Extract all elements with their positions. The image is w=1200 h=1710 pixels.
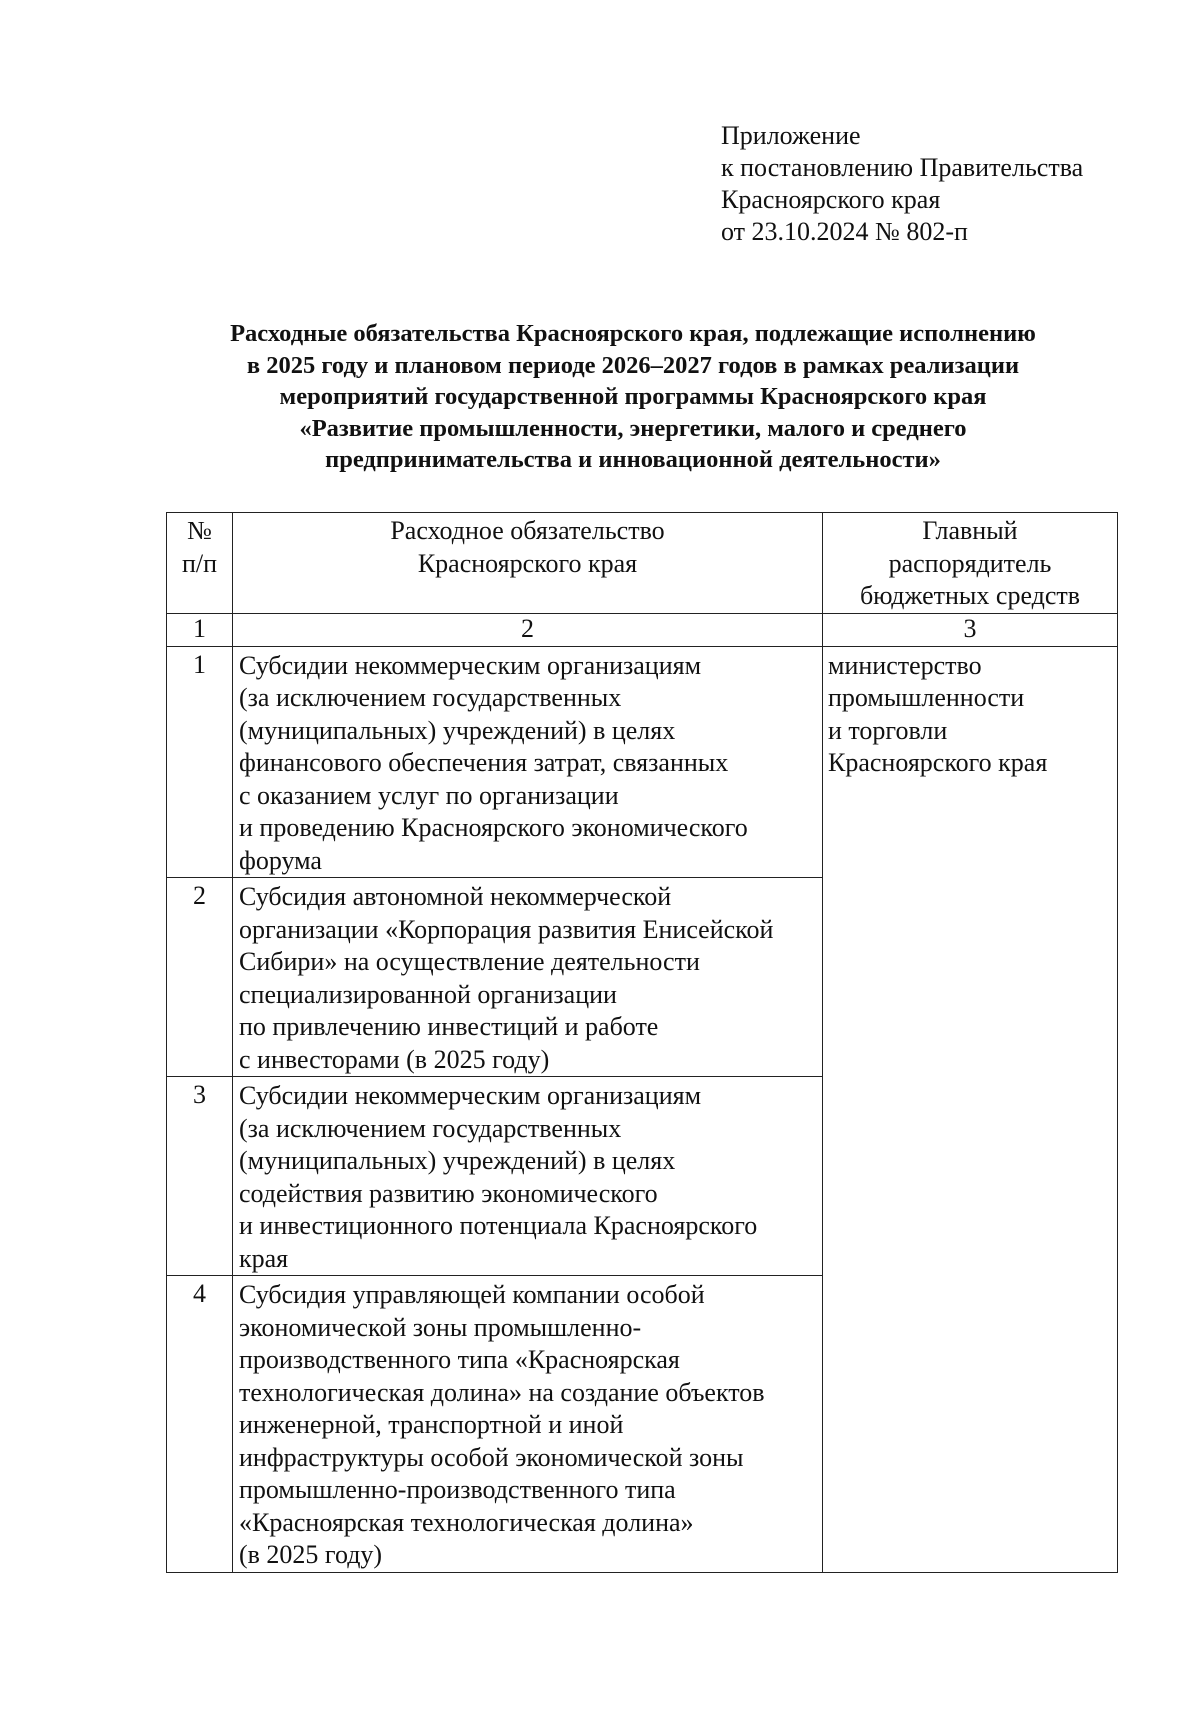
distributor-line: промышленности <box>828 683 1025 712</box>
distributor-line: Красноярского края <box>828 748 1048 777</box>
obligation-line: Субсидия управляющей компании особой <box>239 1280 705 1309</box>
title-line: в 2025 году и плановом периоде 2026–2027 годов в рамках реализации <box>246 351 1020 379</box>
column-index-row <box>167 613 1118 646</box>
title-line: Расходные обязательства Красноярского края, подлежащие исполнению <box>230 320 1036 347</box>
obligation-cell <box>233 878 823 1077</box>
obligation-line: с инвесторами (в 2025 году) <box>239 1044 550 1074</box>
obligation-line: организации «Корпорация развития Енисейской <box>239 914 774 944</box>
row-number: 4 <box>167 1276 233 1573</box>
appendix-line: Красноярского края <box>721 185 941 214</box>
row-number: 3 <box>167 1077 233 1276</box>
distributor-line: министерство <box>828 650 982 680</box>
obligation-line: Субсидии некоммерческим организациям <box>239 650 702 680</box>
column-index: 3 <box>823 613 1118 646</box>
header-distributor-line: бюджетных средств <box>859 581 1081 610</box>
obligation-line: «Красноярская технологическая долина» <box>239 1507 694 1537</box>
header-distributor-line: распорядитель <box>888 548 1052 578</box>
obligation-line: Сибири» на осуществление деятельности <box>239 947 700 976</box>
obligation-cell <box>233 646 823 878</box>
row-number: 1 <box>167 646 233 878</box>
row-number: 2 <box>167 878 233 1077</box>
appendix-line: Приложение <box>721 121 861 150</box>
obligation-cell <box>233 1276 823 1573</box>
obligation-line: промышленно-производственного типа <box>239 1475 676 1504</box>
obligation-line: Субсидии некоммерческим организациям <box>239 1081 702 1110</box>
header-num-line: п/п <box>181 548 218 578</box>
obligation-line: (в 2025 году) <box>239 1540 383 1569</box>
title-line: предпринимательства и инновационной деятельности» <box>325 446 941 473</box>
obligation-line: технологическая долина» на создание объектов <box>239 1377 765 1407</box>
obligation-line: (за исключением государственных <box>239 1113 622 1143</box>
distributor-cell <box>823 646 1118 1572</box>
title-line: «Развитие промышленности, энергетики, малого и среднего <box>299 414 967 442</box>
document-title <box>160 318 1106 476</box>
header-distributor-line: Главный <box>922 516 1018 545</box>
header-obligation <box>233 513 823 614</box>
header-num <box>167 513 233 614</box>
obligation-line: экономической зоны промышленно- <box>239 1312 642 1342</box>
header-row <box>167 513 1118 614</box>
obligation-line: (муниципальных) учреждений) в целях <box>239 1146 676 1175</box>
obligation-cell <box>233 1077 823 1276</box>
appendix-block <box>721 120 1083 248</box>
obligation-line: финансового обеспечения затрат, связанных <box>239 748 729 777</box>
appendix-line: к постановлению Правительства <box>721 153 1084 182</box>
obligation-line: и инвестиционного потенциала Красноярского <box>239 1211 758 1240</box>
obligation-line: производственного типа «Красноярская <box>239 1345 680 1374</box>
obligation-line: и проведению Красноярского экономического <box>239 813 748 842</box>
obligation-line: инженерной, транспортной и иной <box>239 1410 624 1439</box>
appendix-line: от 23.10.2024 № 802-п <box>721 217 968 246</box>
obligations-table <box>166 512 1118 1573</box>
table-row <box>167 646 1118 878</box>
obligation-line: края <box>239 1243 289 1273</box>
obligation-line: (за исключением государственных <box>239 683 622 712</box>
obligation-line: с оказанием услуг по организации <box>239 780 619 810</box>
column-index: 2 <box>233 613 823 646</box>
header-num-line: № <box>187 516 212 545</box>
column-index: 1 <box>167 613 233 646</box>
distributor-line: и торговли <box>828 715 948 745</box>
obligation-line: специализированной организации <box>239 979 617 1009</box>
header-obligation-line: Расходное обязательство <box>390 516 665 545</box>
obligation-line: форума <box>239 845 322 875</box>
obligation-line: Субсидия автономной некоммерческой <box>239 882 672 911</box>
obligation-line: инфраструктуры особой экономической зоны <box>239 1442 744 1472</box>
obligation-line: содействия развитию экономического <box>239 1178 658 1208</box>
header-distributor <box>823 513 1118 614</box>
header-obligation-line: Красноярского края <box>417 548 638 578</box>
title-line: мероприятий государственной программы Красноярского края <box>279 383 987 410</box>
obligation-line: (муниципальных) учреждений) в целях <box>239 715 676 745</box>
obligation-line: по привлечению инвестиций и работе <box>239 1012 659 1041</box>
